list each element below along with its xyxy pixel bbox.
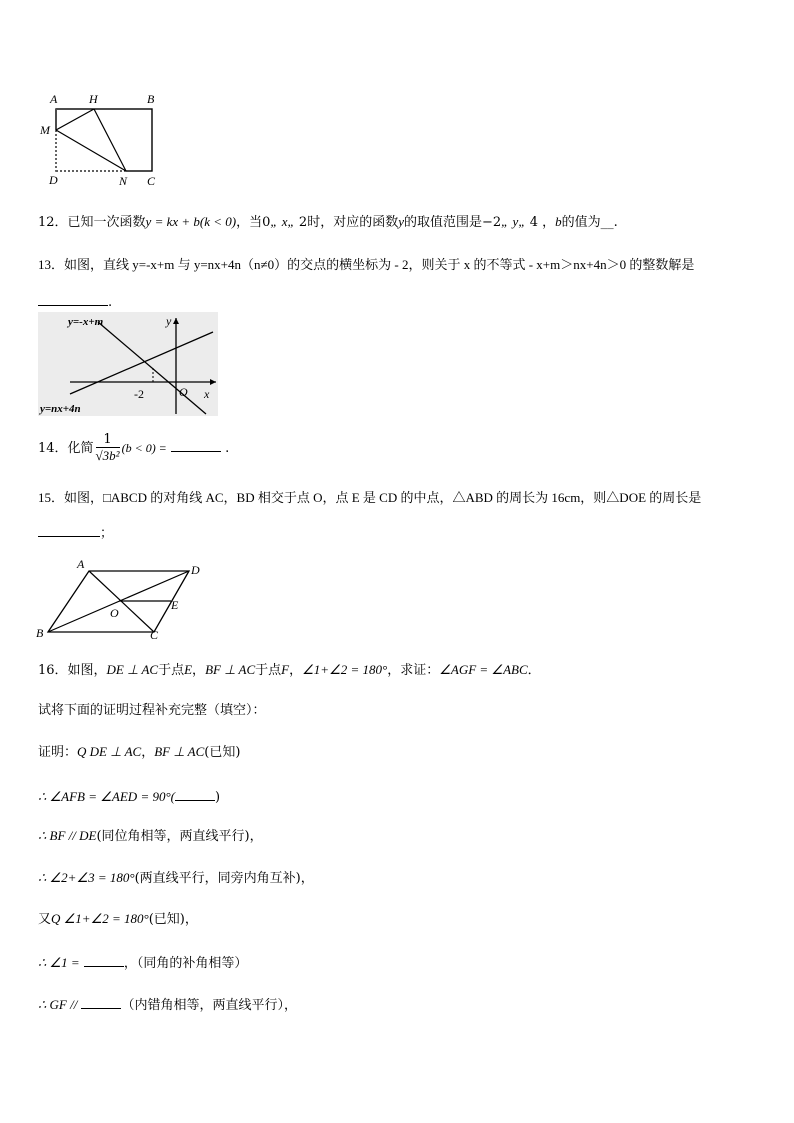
answer-blank-13: . (38, 291, 112, 312)
blank-13[interactable] (38, 291, 108, 306)
question-15: 15．如图，□ABCD 的对角线 AC，BD 相交于点 O，点 E 是 CD 的中点，△ABD 的周长为 16cm，则△DOE 的周长是 (38, 490, 702, 505)
proof-line-3: ∴ BF // DE(同位角相等，两直线平行)， (38, 828, 263, 844)
blank-15[interactable] (38, 522, 100, 537)
label-n: N (119, 174, 128, 188)
proof-line-6: ∴ ∠1 = ，（同角的补角相等） (38, 952, 247, 973)
proof-line-4: ∴ ∠2+∠3 = 180°(两直线平行，同旁内角互补)， (38, 870, 314, 886)
question-13: 13．如图，直线 y=-x+m 与 y=nx+4n（n≠0）的交点的横坐标为 - 2，则关于 x 的不等式 - x+m＞nx+4n＞0 的整数解是 (38, 257, 695, 272)
label-e: E (171, 598, 179, 612)
proof-line-2: ∴ ∠AFB = ∠AED = 90°( ) (38, 786, 220, 807)
label-a: A (50, 92, 58, 106)
label-b: B (36, 626, 44, 640)
question-12: 12．已知一次函数y = kx + b(k < 0)，当0„ x„ 2时，对应的函数y的取值范围是−2„ y„ 4 ，b的值为__. (38, 214, 618, 230)
blank-16-1[interactable] (175, 786, 215, 801)
label-d: D (49, 173, 58, 187)
blank-16-2[interactable] (84, 952, 124, 967)
question-16: 16．如图，DE ⊥ AC于点E，BF ⊥ AC于点F，∠1+∠2 = 180°，求证：∠AGF = ∠ABC． (38, 662, 541, 678)
label-x-axis: x (204, 387, 210, 401)
label-c: C (147, 174, 156, 188)
proof-line-7: ∴ GF // （内错角相等，两直线平行）， (38, 994, 297, 1015)
label-line1: y=-x+m (68, 316, 104, 328)
proof-instruction: 试将下面的证明过程补充完整（填空）： (38, 703, 266, 718)
figure-rectangle-abcd (36, 88, 166, 190)
label-line2: y=nx+4n (40, 403, 81, 415)
proof-line-5: 又Q ∠1+∠2 = 180°(已知)， (38, 911, 198, 927)
label-origin: O (179, 385, 188, 399)
question-14: 14．化简 $\frac{1}{\text{√3b²}}$ (b < 0) = . (38, 432, 230, 463)
figure-parallelogram (34, 556, 214, 642)
label-m: M (40, 123, 50, 137)
label-c: C (150, 628, 159, 642)
label-minus2: -2 (134, 387, 144, 401)
label-b: B (147, 92, 155, 106)
label-h: H (89, 92, 98, 106)
label-y-axis: y (166, 314, 172, 328)
blank-16-3[interactable] (81, 994, 121, 1009)
label-d: D (191, 563, 200, 577)
label-o: O (110, 606, 119, 620)
blank-14[interactable] (171, 437, 221, 452)
fraction: $\frac{1}{\text{√3b²}}$ (95, 432, 120, 463)
proof-line-1: 证明：Q DE ⊥ AC，BF ⊥ AC(已知) (38, 744, 241, 760)
label-a: A (77, 557, 85, 571)
figure-two-lines (38, 312, 218, 416)
answer-blank-15: ； (38, 522, 113, 543)
